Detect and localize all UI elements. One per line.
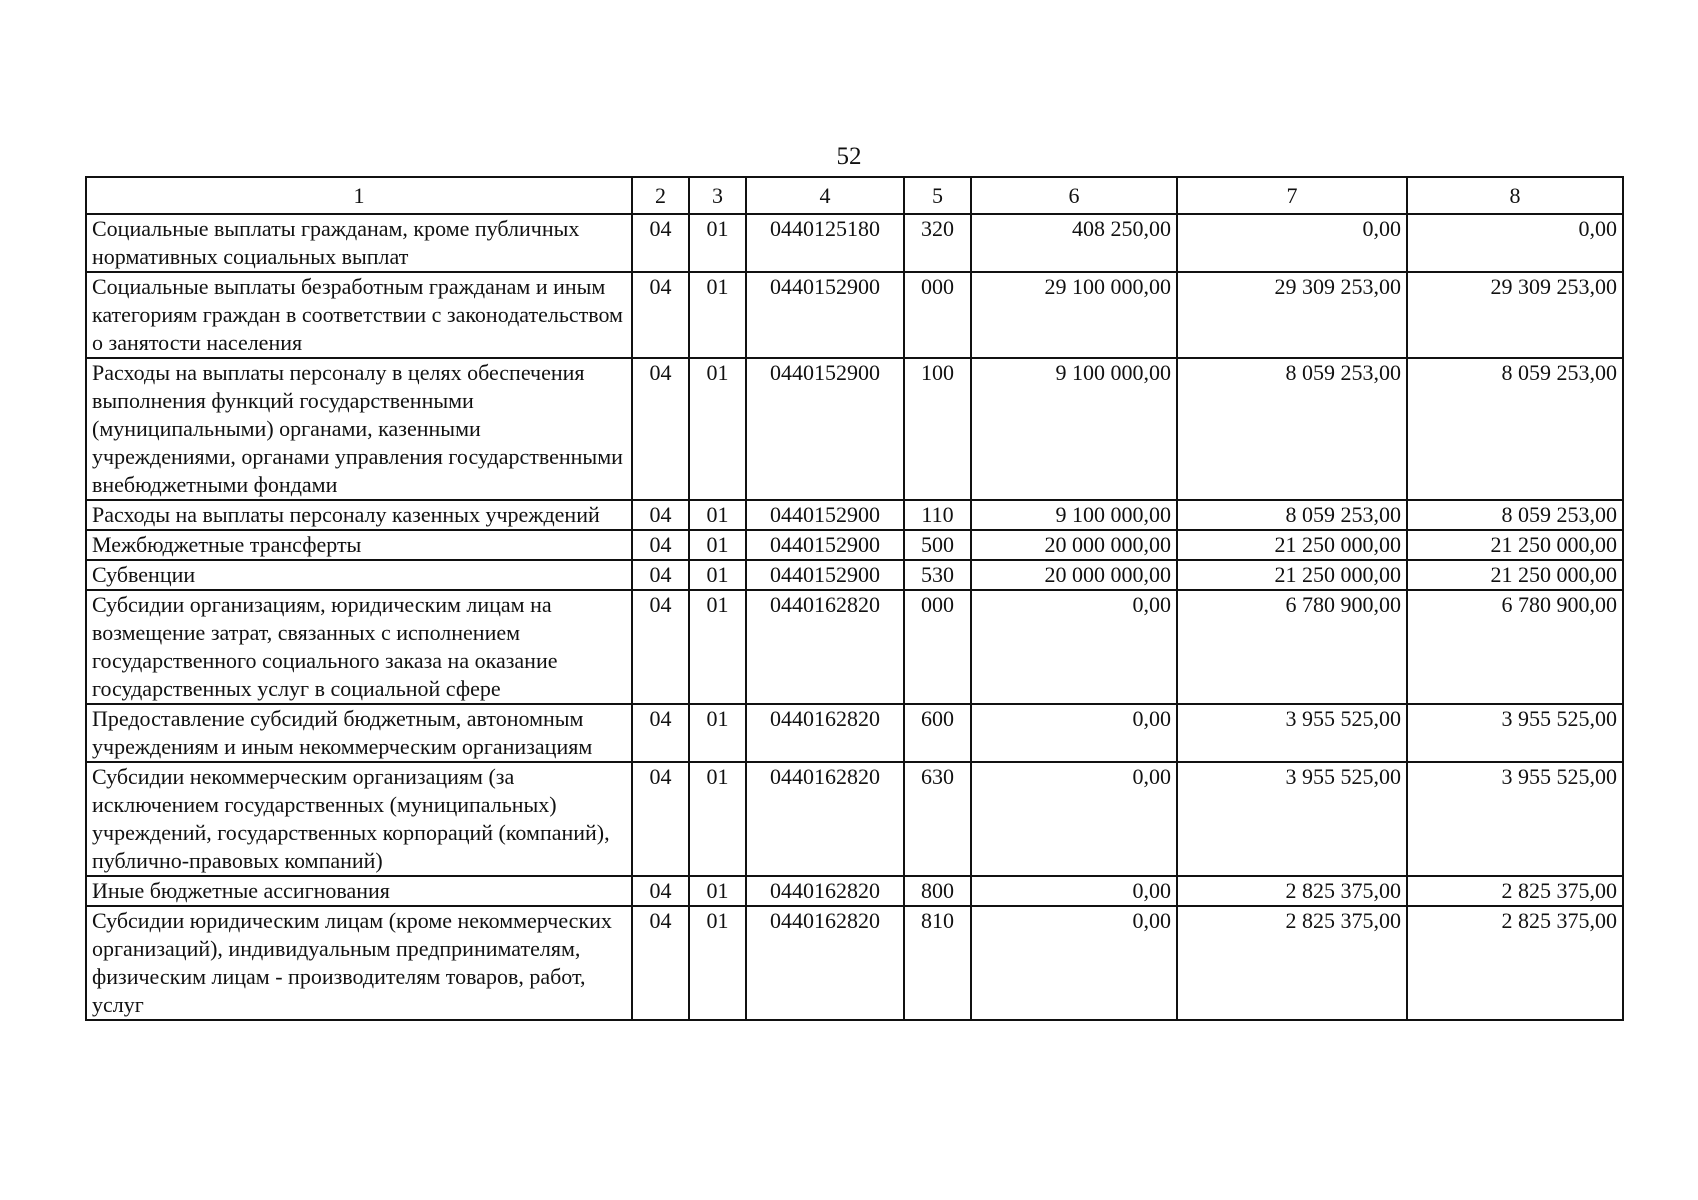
row-amount-col-8: 3 955 525,00: [1407, 704, 1623, 762]
row-description: Субвенции: [86, 560, 632, 590]
row-amount-col-8: 8 059 253,00: [1407, 358, 1623, 500]
row-amount-col-6: 408 250,00: [971, 214, 1177, 272]
row-section-code: 04: [632, 358, 689, 500]
row-subsection-code: 01: [689, 214, 746, 272]
row-expense-type-code: 630: [904, 762, 971, 876]
row-expense-type-code: 110: [904, 500, 971, 530]
row-expense-type-code: 530: [904, 560, 971, 590]
page-number: 52: [836, 143, 862, 170]
row-expense-type-code: 000: [904, 590, 971, 704]
row-amount-col-8: 21 250 000,00: [1407, 560, 1623, 590]
row-target-code: 0440152900: [746, 272, 904, 358]
row-subsection-code: 01: [689, 876, 746, 906]
row-expense-type-code: 000: [904, 272, 971, 358]
row-target-code: 0440162820: [746, 906, 904, 1020]
table-row: [86, 530, 1623, 560]
row-description: Расходы на выплаты персоналу в целях обеспечения выполнения функций государственными (муниципальными) органами, казенными учреждениями, органами управления государственными внебюджетными фондами: [86, 358, 632, 500]
row-section-code: 04: [632, 272, 689, 358]
row-amount-col-7: 0,00: [1177, 214, 1407, 272]
row-amount-col-7: 29 309 253,00: [1177, 272, 1407, 358]
row-subsection-code: 01: [689, 530, 746, 560]
row-subsection-code: 01: [689, 500, 746, 530]
table-row: [86, 906, 1623, 1020]
row-amount-col-7: 6 780 900,00: [1177, 590, 1407, 704]
header-col-4: 4: [746, 177, 904, 214]
row-amount-col-6: 0,00: [971, 906, 1177, 1020]
header-col-7: 7: [1177, 177, 1407, 214]
header-col-8: 8: [1407, 177, 1623, 214]
table-row: [86, 704, 1623, 762]
row-subsection-code: 01: [689, 590, 746, 704]
row-target-code: 0440152900: [746, 530, 904, 560]
row-target-code: 0440162820: [746, 704, 904, 762]
row-amount-col-8: 3 955 525,00: [1407, 762, 1623, 876]
row-section-code: 04: [632, 762, 689, 876]
table-row: [86, 560, 1623, 590]
row-amount-col-8: 21 250 000,00: [1407, 530, 1623, 560]
row-description: Субсидии организациям, юридическим лицам на возмещение затрат, связанных с исполнением государственного социального заказа на оказание государственных услуг в социальной сфере: [86, 590, 632, 704]
row-amount-col-7: 21 250 000,00: [1177, 560, 1407, 590]
row-target-code: 0440162820: [746, 762, 904, 876]
row-expense-type-code: 320: [904, 214, 971, 272]
header-col-2: 2: [632, 177, 689, 214]
header-col-3: 3: [689, 177, 746, 214]
row-subsection-code: 01: [689, 358, 746, 500]
header-col-1: 1: [86, 177, 632, 214]
row-target-code: 0440152900: [746, 358, 904, 500]
row-subsection-code: 01: [689, 704, 746, 762]
row-amount-col-7: 2 825 375,00: [1177, 876, 1407, 906]
row-amount-col-8: 2 825 375,00: [1407, 876, 1623, 906]
row-subsection-code: 01: [689, 906, 746, 1020]
row-description: Иные бюджетные ассигнования: [86, 876, 632, 906]
row-section-code: 04: [632, 500, 689, 530]
budget-table: [85, 176, 1624, 1021]
row-target-code: 0440162820: [746, 590, 904, 704]
row-target-code: 0440125180: [746, 214, 904, 272]
row-expense-type-code: 500: [904, 530, 971, 560]
row-amount-col-7: 2 825 375,00: [1177, 906, 1407, 1020]
row-target-code: 0440162820: [746, 876, 904, 906]
row-section-code: 04: [632, 704, 689, 762]
row-amount-col-7: 8 059 253,00: [1177, 500, 1407, 530]
row-amount-col-6: 29 100 000,00: [971, 272, 1177, 358]
row-amount-col-8: 6 780 900,00: [1407, 590, 1623, 704]
table-row: [86, 876, 1623, 906]
table-row: [86, 590, 1623, 704]
row-amount-col-6: 0,00: [971, 590, 1177, 704]
table-row: [86, 762, 1623, 876]
row-target-code: 0440152900: [746, 560, 904, 590]
row-amount-col-6: 0,00: [971, 876, 1177, 906]
row-amount-col-6: 9 100 000,00: [971, 500, 1177, 530]
header-col-6: 6: [971, 177, 1177, 214]
row-expense-type-code: 800: [904, 876, 971, 906]
row-amount-col-7: 3 955 525,00: [1177, 704, 1407, 762]
row-section-code: 04: [632, 906, 689, 1020]
row-target-code: 0440152900: [746, 500, 904, 530]
row-amount-col-8: 0,00: [1407, 214, 1623, 272]
row-section-code: 04: [632, 530, 689, 560]
row-section-code: 04: [632, 214, 689, 272]
table-row: [86, 272, 1623, 358]
header-row: [86, 177, 1623, 214]
row-subsection-code: 01: [689, 272, 746, 358]
table-row: [86, 500, 1623, 530]
row-subsection-code: 01: [689, 560, 746, 590]
table-row: [86, 214, 1623, 272]
row-description: Социальные выплаты безработным гражданам и иным категориям граждан в соответствии с законодательством о занятости населения: [86, 272, 632, 358]
row-amount-col-6: 9 100 000,00: [971, 358, 1177, 500]
row-description: Межбюджетные трансферты: [86, 530, 632, 560]
row-amount-col-7: 21 250 000,00: [1177, 530, 1407, 560]
row-amount-col-8: 8 059 253,00: [1407, 500, 1623, 530]
row-expense-type-code: 100: [904, 358, 971, 500]
row-expense-type-code: 810: [904, 906, 971, 1020]
row-expense-type-code: 600: [904, 704, 971, 762]
table-row: [86, 358, 1623, 500]
row-amount-col-6: 20 000 000,00: [971, 560, 1177, 590]
row-description: Социальные выплаты гражданам, кроме публичных нормативных социальных выплат: [86, 214, 632, 272]
row-section-code: 04: [632, 560, 689, 590]
row-amount-col-8: 2 825 375,00: [1407, 906, 1623, 1020]
row-amount-col-8: 29 309 253,00: [1407, 272, 1623, 358]
row-description: Предоставление субсидий бюджетным, автономным учреждениям и иным некоммерческим организациям: [86, 704, 632, 762]
row-description: Субсидии юридическим лицам (кроме некоммерческих организаций), индивидуальным предпринимателям, физическим лицам - производителям товаров, работ, услуг: [86, 906, 632, 1020]
row-amount-col-7: 3 955 525,00: [1177, 762, 1407, 876]
row-description: Субсидии некоммерческим организациям (за исключением государственных (муниципальных) учреждений, государственных корпораций (компаний), публично-правовых компаний): [86, 762, 632, 876]
row-amount-col-7: 8 059 253,00: [1177, 358, 1407, 500]
row-description: Расходы на выплаты персоналу казенных учреждений: [86, 500, 632, 530]
row-subsection-code: 01: [689, 762, 746, 876]
row-amount-col-6: 20 000 000,00: [971, 530, 1177, 560]
row-section-code: 04: [632, 590, 689, 704]
row-section-code: 04: [632, 876, 689, 906]
header-col-5: 5: [904, 177, 971, 214]
row-amount-col-6: 0,00: [971, 704, 1177, 762]
row-amount-col-6: 0,00: [971, 762, 1177, 876]
